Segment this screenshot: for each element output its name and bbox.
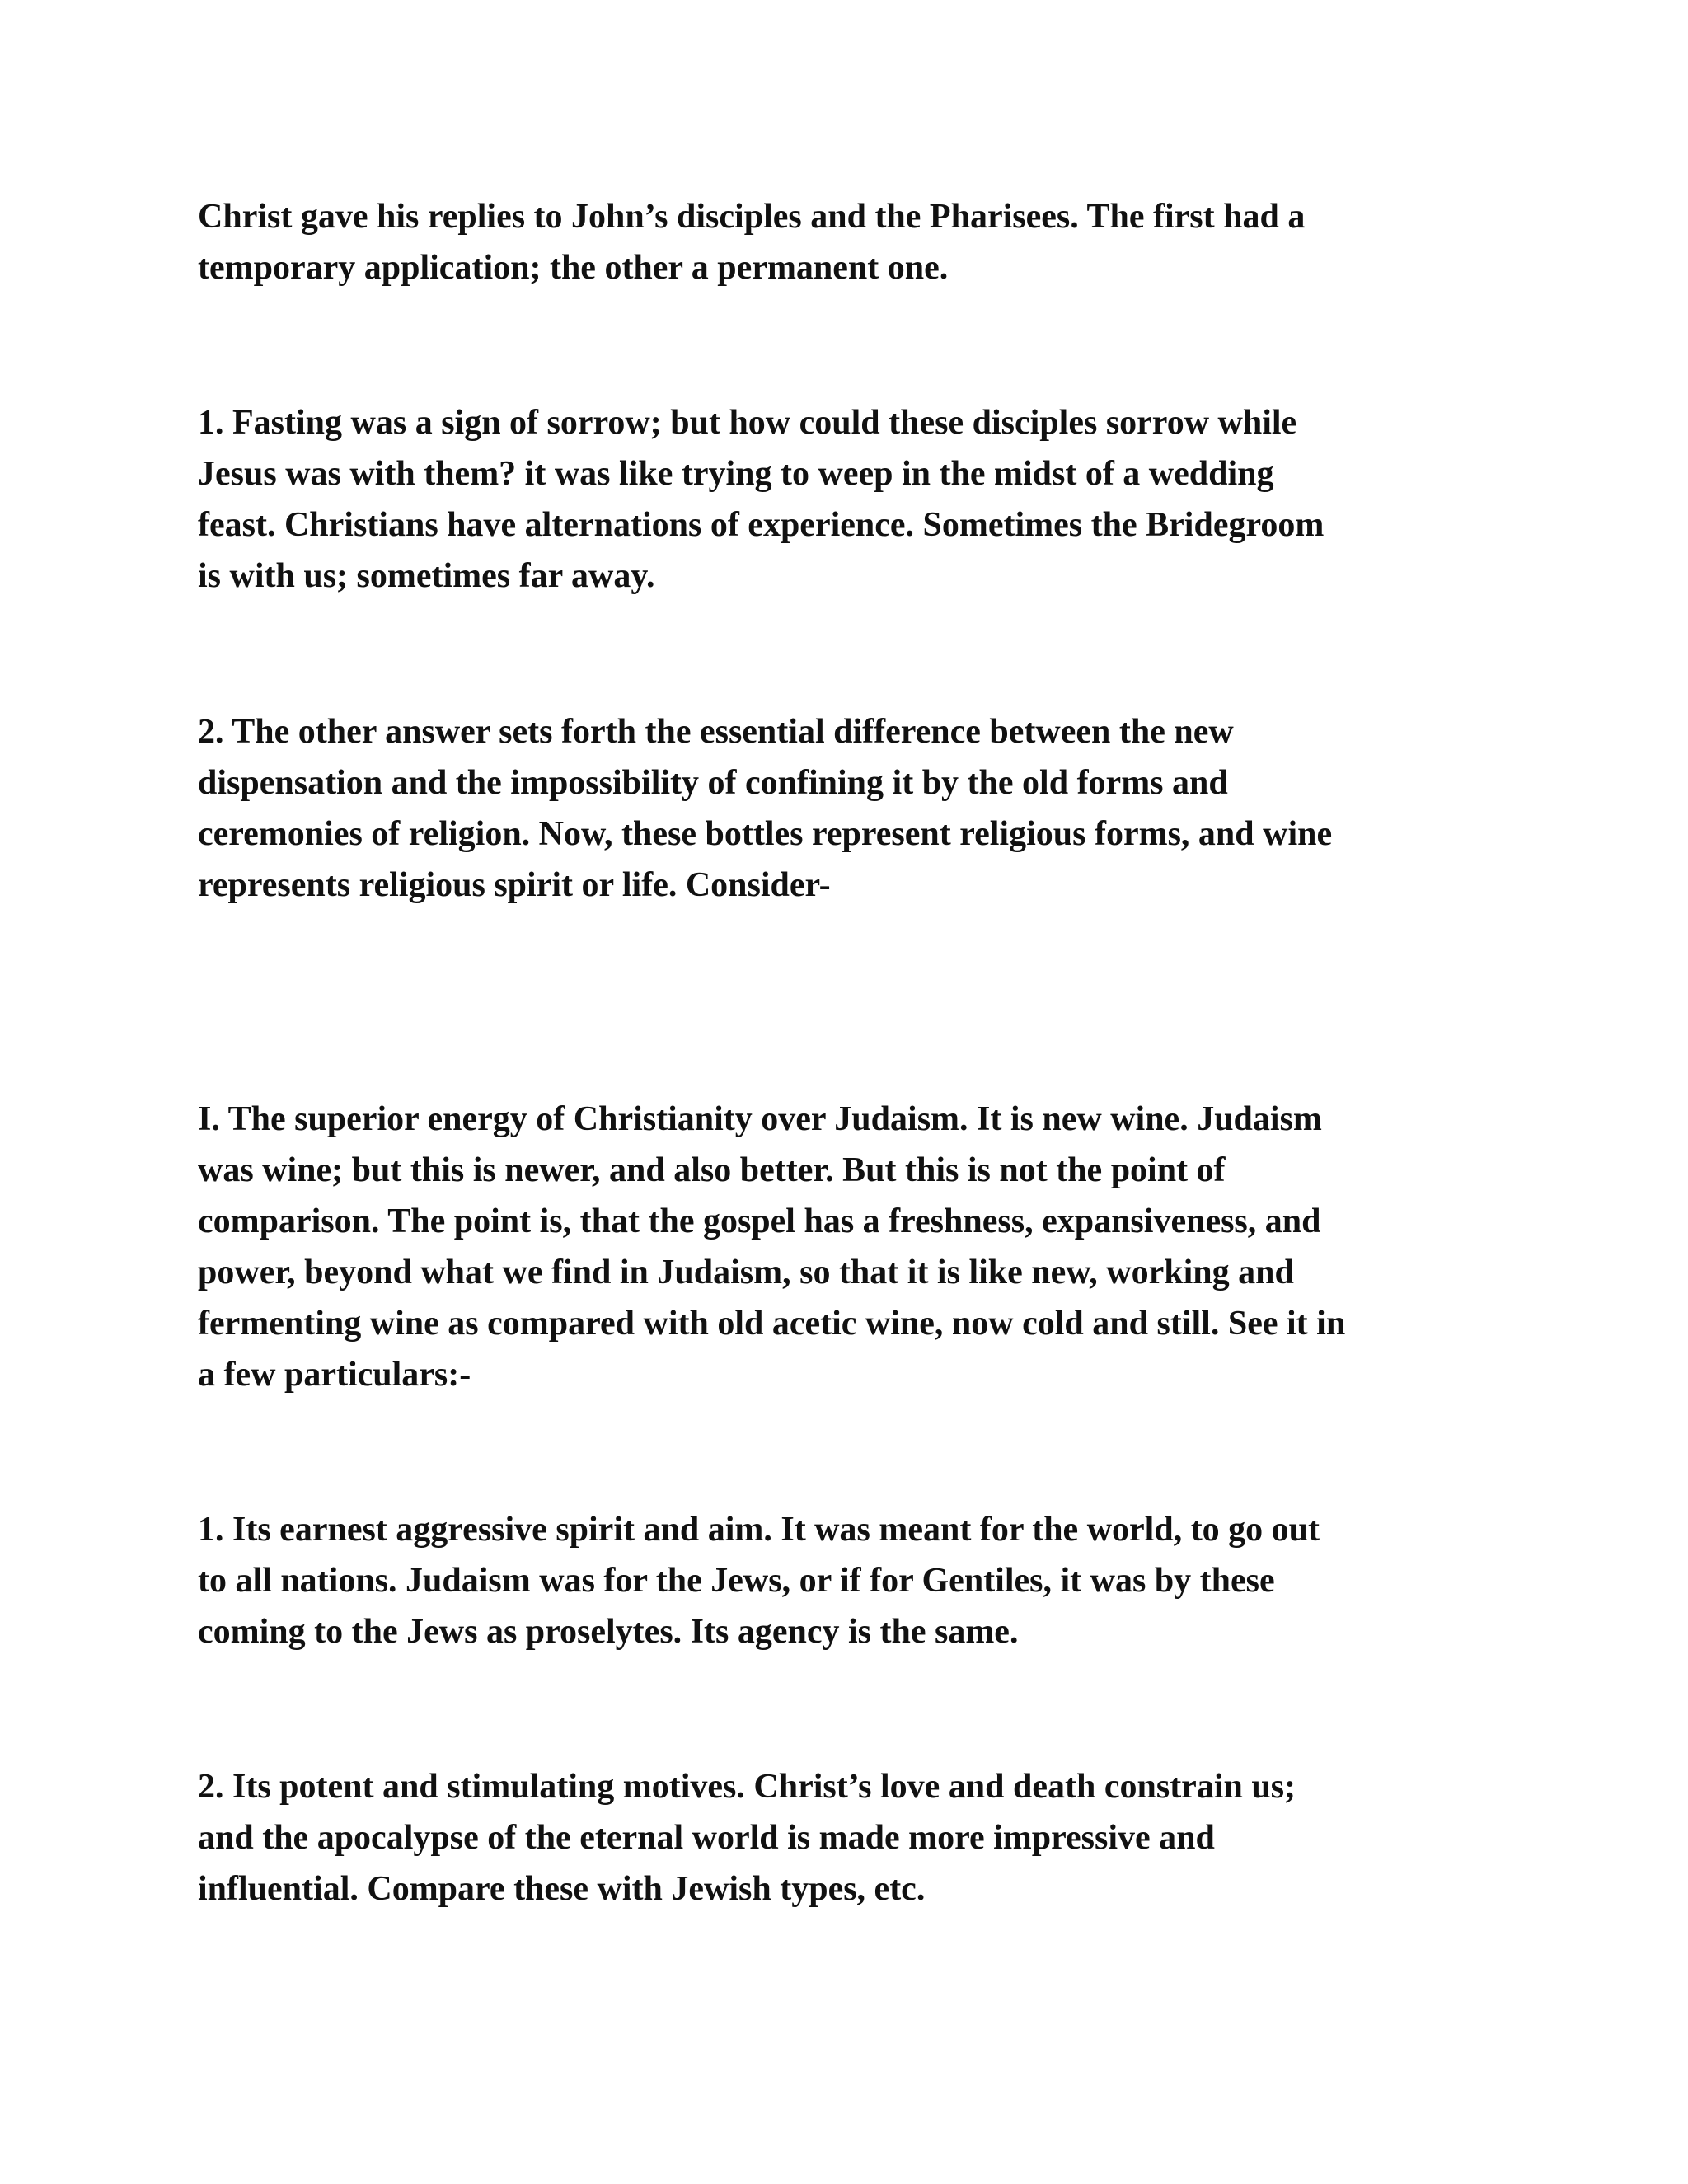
- text-line: I. The superior energy of Christianity over Judaism. It is new wine. Judaism: [198, 1100, 1322, 1138]
- text-line: to all nations. Judaism was for the Jews, or if for Gentiles, it was by these: [198, 1562, 1275, 1600]
- text-line: 2. The other answer sets forth the essential difference between the new: [198, 713, 1234, 751]
- paragraph-section-i: [198, 1094, 1517, 1400]
- text-line: 1. Its earnest aggressive spirit and aim. It was meant for the world, to go out: [198, 1511, 1320, 1549]
- paragraph-particular-1: [198, 1504, 1517, 1657]
- paragraph-particular-2: [198, 1761, 1517, 1915]
- text-line: 2. Its potent and stimulating motives. Christ’s love and death constrain us;: [198, 1768, 1296, 1806]
- text-line: Christ gave his replies to John’s disciples and the Pharisees. The first had a: [198, 198, 1306, 236]
- text-line: ceremonies of religion. Now, these bottles represent religious forms, and wine: [198, 815, 1333, 853]
- text-line: fermenting wine as compared with old acetic wine, now cold and still. See it in: [198, 1305, 1346, 1343]
- text-line: represents religious spirit or life. Consider-: [198, 866, 831, 904]
- text-line: a few particulars:-: [198, 1356, 471, 1394]
- text-line: feast. Christians have alternations of experience. Sometimes the Bridegroom: [198, 506, 1325, 544]
- text-line: and the apocalypse of the eternal world is made more impressive and: [198, 1819, 1215, 1857]
- text-line: Jesus was with them? it was like trying to weep in the midst of a wedding: [198, 455, 1274, 493]
- paragraph-point-1-fasting: [198, 397, 1517, 602]
- paragraph-intro: [198, 191, 1517, 293]
- paragraph-point-2-answer: [198, 706, 1517, 911]
- text-line: temporary application; the other a permanent one.: [198, 249, 949, 287]
- text-line: is with us; sometimes far away.: [198, 557, 655, 595]
- text-line: power, beyond what we find in Judaism, so that it is like new, working and: [198, 1254, 1294, 1291]
- text-line: coming to the Jews as proselytes. Its agency is the same.: [198, 1613, 1019, 1651]
- text-line: comparison. The point is, that the gospel has a freshness, expansiveness, and: [198, 1202, 1321, 1240]
- text-line: 1. Fasting was a sign of sorrow; but how could these disciples sorrow while: [198, 404, 1297, 442]
- text-line: influential. Compare these with Jewish types, etc.: [198, 1870, 926, 1908]
- text-line: was wine; but this is newer, and also better. But this is not the point of: [198, 1151, 1226, 1189]
- text-line: dispensation and the impossibility of confining it by the old forms and: [198, 764, 1228, 802]
